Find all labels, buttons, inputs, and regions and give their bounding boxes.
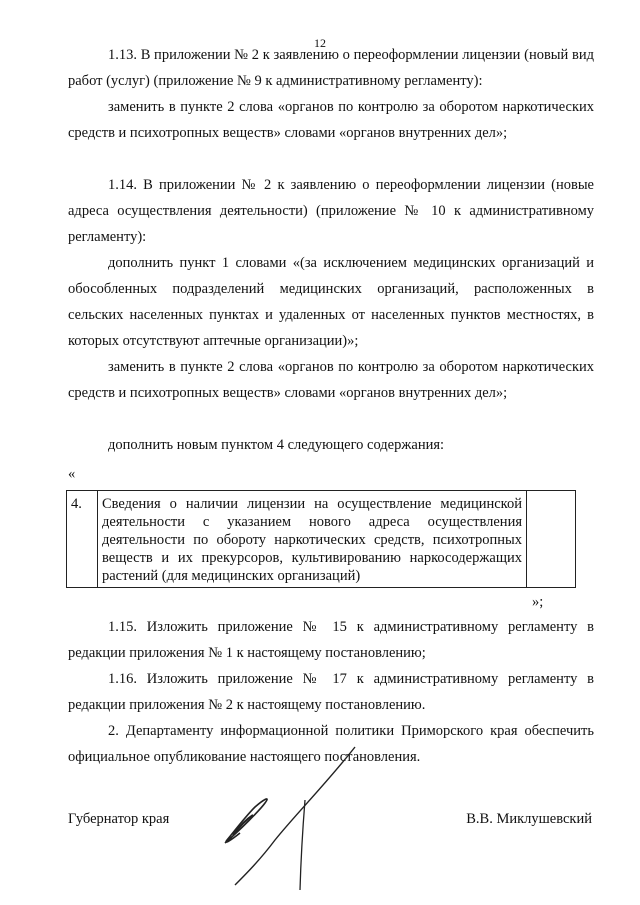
paragraph-1-14: 1.14. В приложении № 2 к заявлению о переоформлении лицензии (новые адреса осуществления деятельности) (приложение № 10 к административному регламенту):	[68, 177, 594, 245]
page-number: 12	[314, 36, 326, 50]
paragraph-1-15: 1.15. Изложить приложение № 15 к административному регламенту в редакции приложения № 1 к настоящему постановлению;	[68, 619, 594, 661]
paragraph-replace-2: заменить в пункте 2 слова «органов по контролю за оборотом наркотических средств и психотропных веществ» словами «органов внутренних дел»;	[68, 359, 594, 401]
table-cell-text: Сведения о наличии лицензии на осуществление медицинской деятельности с указанием нового адреса осуществления деятельности по обороту наркотических средств, психотропных веществ и их прекурсоров, культивированию наркосодержащих растений (для медицинских организаций)	[98, 491, 527, 588]
table-row	[67, 491, 576, 588]
signature-position: Губернатор края	[68, 811, 170, 827]
table-cell-number: 4.	[67, 491, 98, 588]
quote-close: »;	[532, 594, 544, 610]
paragraph-2: 2. Департаменту информационной политики Приморского края обеспечить официальное опубликование настоящего постановления.	[68, 723, 594, 765]
paragraph-add-item-4: дополнить новым пунктом 4 следующего содержания:	[108, 437, 445, 453]
inserted-table	[66, 490, 576, 588]
paragraph-supplement-1: дополнить пункт 1 словами «(за исключением медицинских организаций и обособленных подразделений медицинских организаций, расположенных в сельских населенных пунктах и удаленных от населенных пунктов местностях, в которых отсутствуют аптечные организации)»;	[68, 255, 594, 349]
quote-open: «	[68, 466, 76, 482]
paragraph-1-13: 1.13. В приложении № 2 к заявлению о переоформлении лицензии (новый вид работ (услуг) (приложение № 9 к административному регламенту):	[68, 47, 594, 89]
signature-name: В.В. Миклушевский	[466, 811, 592, 827]
paragraph-replace-1: заменить в пункте 2 слова «органов по контролю за оборотом наркотических средств и психотропных веществ» словами «органов внутренних дел»;	[68, 99, 594, 141]
handwritten-signature	[205, 745, 375, 895]
table-cell-empty	[527, 491, 576, 588]
paragraph-1-16: 1.16. Изложить приложение № 17 к административному регламенту в редакции приложения № 2 к настоящему постановлению.	[68, 671, 594, 713]
